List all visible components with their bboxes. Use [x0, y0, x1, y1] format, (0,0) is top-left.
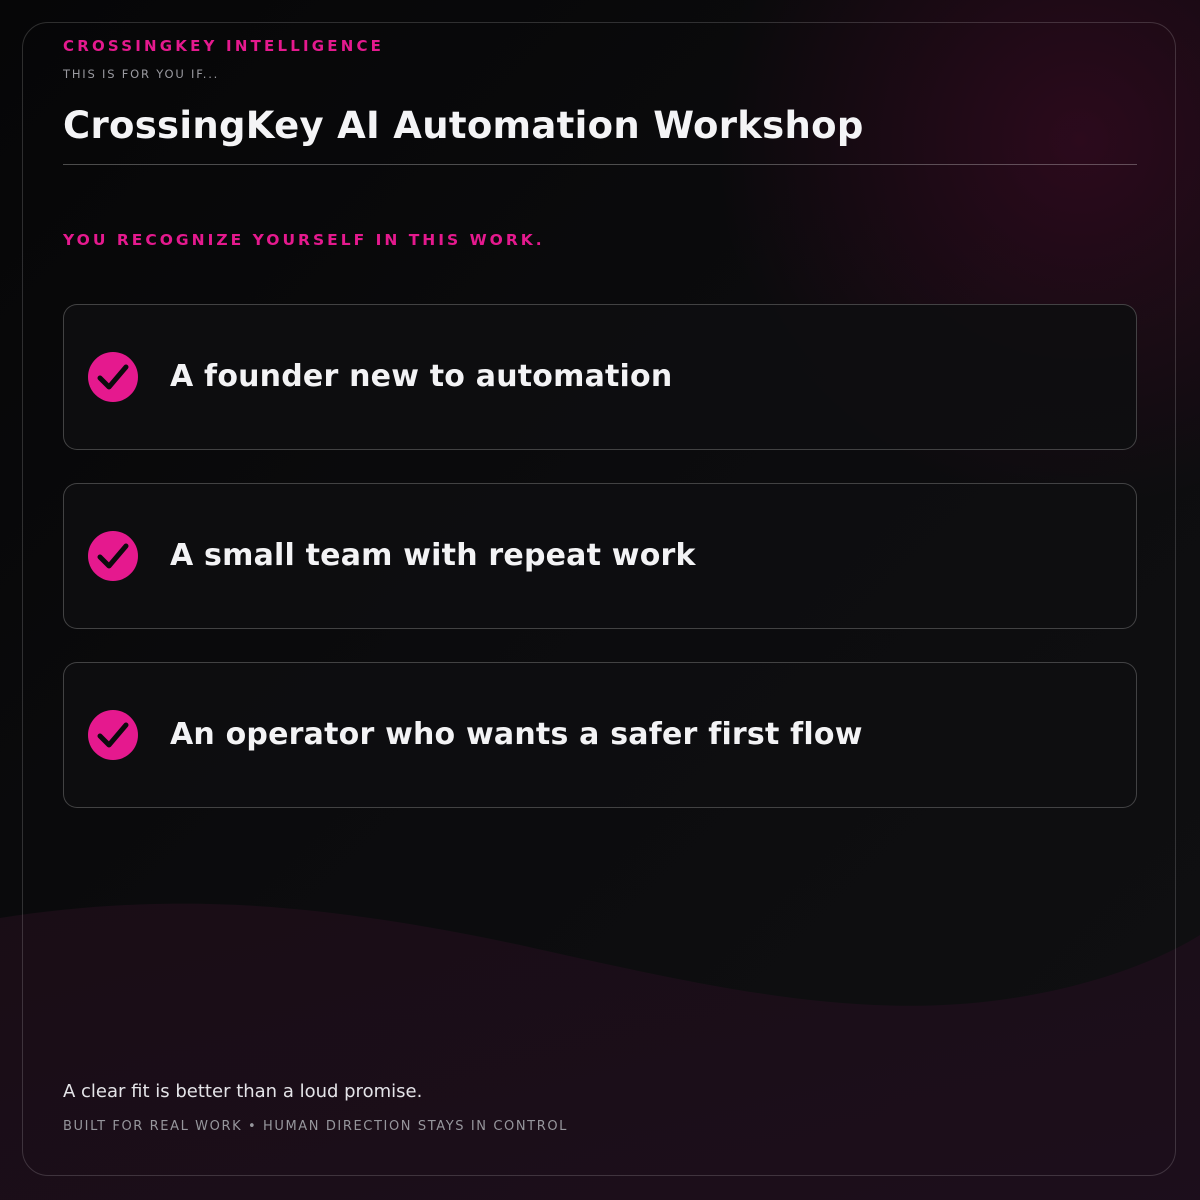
- check-circle-icon: [88, 352, 138, 402]
- fit-card: [63, 483, 1137, 629]
- page-title: CrossingKey AI Automation Workshop: [63, 104, 864, 147]
- brand-name: CROSSINGKEY INTELLIGENCE: [63, 37, 385, 55]
- fit-card-text: A small team with repeat work: [170, 538, 696, 573]
- footer-note: BUILT FOR REAL WORK • HUMAN DIRECTION STAYS IN CONTROL: [63, 1119, 569, 1134]
- check-circle-icon: [88, 710, 138, 760]
- tagline: A clear fit is better than a loud promise.: [63, 1081, 423, 1102]
- fit-card-text: An operator who wants a safer first flow: [170, 717, 863, 752]
- fit-card: [63, 304, 1137, 450]
- section-label: YOU RECOGNIZE YOURSELF IN THIS WORK.: [63, 231, 545, 249]
- slide-content: [63, 0, 1137, 1200]
- fit-card: [63, 662, 1137, 808]
- fit-card-text: A founder new to automation: [170, 359, 673, 394]
- eyebrow-text: THIS IS FOR YOU IF...: [63, 67, 220, 81]
- title-divider: [63, 164, 1137, 165]
- check-circle-icon: [88, 531, 138, 581]
